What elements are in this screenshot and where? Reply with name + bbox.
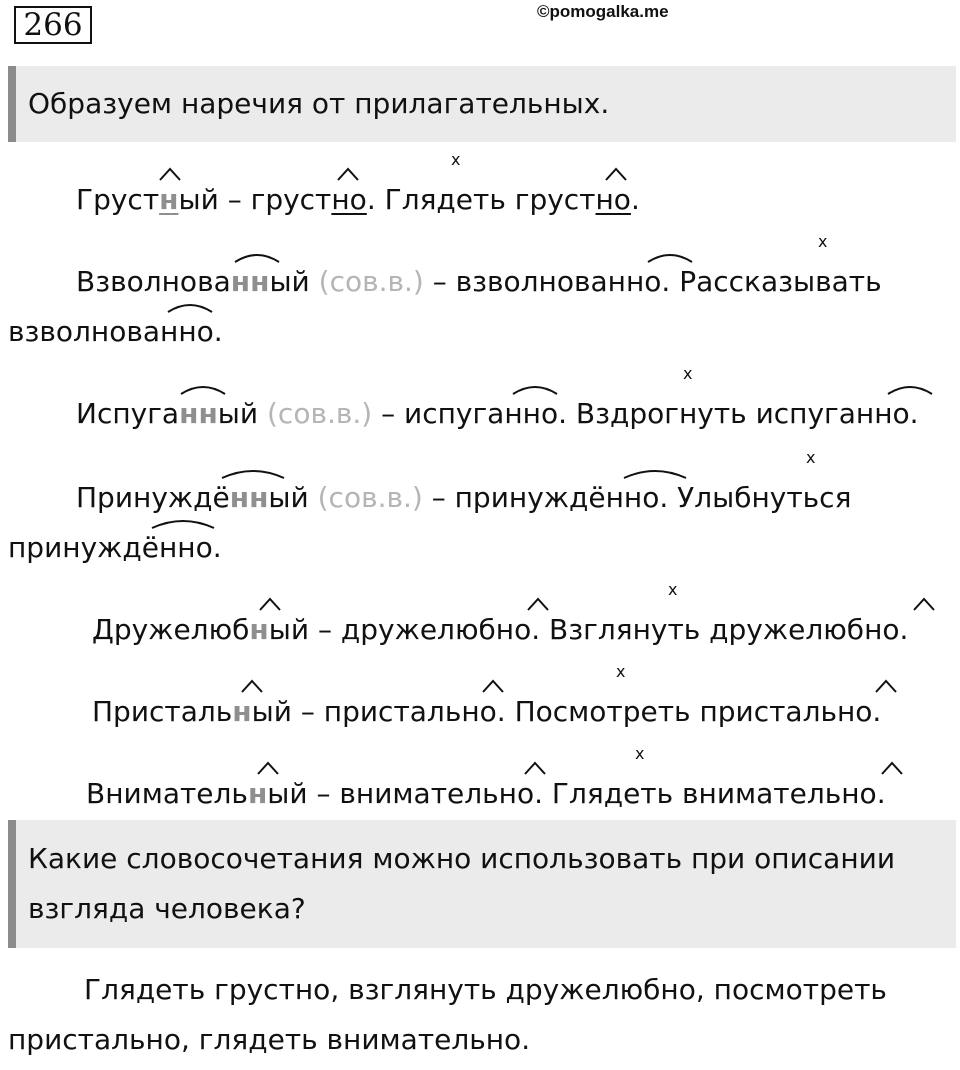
suffix-mark-icon bbox=[220, 464, 286, 480]
verb-mark: x bbox=[818, 232, 828, 251]
example-row-continuation: взволнованно. bbox=[8, 315, 223, 348]
suffix-mark-icon bbox=[880, 760, 904, 776]
suffix-mark-icon bbox=[158, 166, 182, 182]
aspect-note: (сов.в.) bbox=[308, 481, 423, 514]
watermark: ©pomogalka.me bbox=[537, 2, 669, 21]
suffix-mark-icon bbox=[258, 596, 282, 612]
suffix-mark-icon bbox=[336, 166, 360, 182]
aspect-note: (сов.в.) bbox=[309, 265, 424, 298]
adverb-suffix: но bbox=[595, 183, 631, 216]
example-row: Грустный – грустно. Глядеть грустно. bbox=[76, 183, 640, 216]
suffix-mark-icon bbox=[886, 380, 934, 396]
suffix-letter: н bbox=[249, 613, 269, 646]
suffix-mark-icon bbox=[240, 678, 264, 694]
suffix-mark-icon bbox=[874, 678, 898, 694]
example-row: Взволнованный (сов.в.) – взволнованно. Рассказывать bbox=[76, 265, 882, 298]
suffix-letter: нн bbox=[229, 481, 269, 514]
suffix-mark-icon bbox=[481, 678, 505, 694]
answer-line: пристально, глядеть внимательно. bbox=[8, 1023, 531, 1056]
verb-mark: x bbox=[668, 580, 678, 599]
exercise-number: 266 bbox=[14, 6, 92, 44]
suffix-letter: нн bbox=[179, 397, 218, 430]
suffix-mark-icon bbox=[179, 380, 227, 396]
suffix-letter: н bbox=[159, 183, 179, 216]
example-row: Принуждённый (сов.в.) – принуждённо. Улыбнуться bbox=[76, 481, 852, 514]
question-line: взгляда человека? bbox=[28, 892, 306, 925]
suffix-mark-icon bbox=[646, 248, 694, 264]
suffix-mark-icon bbox=[233, 248, 281, 264]
suffix-mark-icon bbox=[604, 166, 628, 182]
example-row: Внимательный – внимательно. Глядеть внимательно. bbox=[86, 777, 886, 810]
verb-mark: x bbox=[616, 662, 626, 681]
example-row-continuation: принуждённо. bbox=[8, 531, 222, 564]
example-row: Испуганный (сов.в.) – испуганно. Вздрогнуть испуганно. bbox=[76, 397, 919, 430]
task-heading bbox=[8, 66, 956, 142]
question-line: Какие словосочетания можно использовать при описании bbox=[28, 842, 896, 875]
suffix-mark-icon bbox=[166, 298, 214, 314]
adverb-suffix: но bbox=[331, 183, 367, 216]
verb-mark: x bbox=[451, 150, 461, 169]
suffix-mark-icon bbox=[523, 760, 547, 776]
suffix-mark-icon bbox=[526, 596, 550, 612]
answer-line: Глядеть грустно, взглянуть дружелюбно, посмотреть bbox=[84, 973, 887, 1006]
example-row: Дружелюбный – дружелюбно. Взглянуть дружелюбно. bbox=[92, 613, 909, 646]
suffix-letter: н bbox=[247, 777, 268, 810]
suffix-mark-icon bbox=[912, 596, 936, 612]
suffix-mark-icon bbox=[511, 380, 559, 396]
question-block bbox=[8, 820, 956, 948]
example-row: Пристальный – пристально. Посмотреть пристально. bbox=[92, 695, 882, 728]
verb-mark: x bbox=[635, 744, 645, 763]
verb-mark: x bbox=[683, 364, 693, 383]
suffix-letter: н bbox=[232, 695, 252, 728]
task-heading-text: Образуем наречия от прилагательных. bbox=[28, 87, 610, 120]
suffix-mark-icon bbox=[256, 760, 280, 776]
suffix-letter: нн bbox=[230, 265, 270, 298]
suffix-mark-icon bbox=[150, 514, 216, 530]
verb-mark: x bbox=[806, 448, 816, 467]
aspect-note: (сов.в.) bbox=[258, 397, 373, 430]
suffix-mark-icon bbox=[622, 464, 688, 480]
